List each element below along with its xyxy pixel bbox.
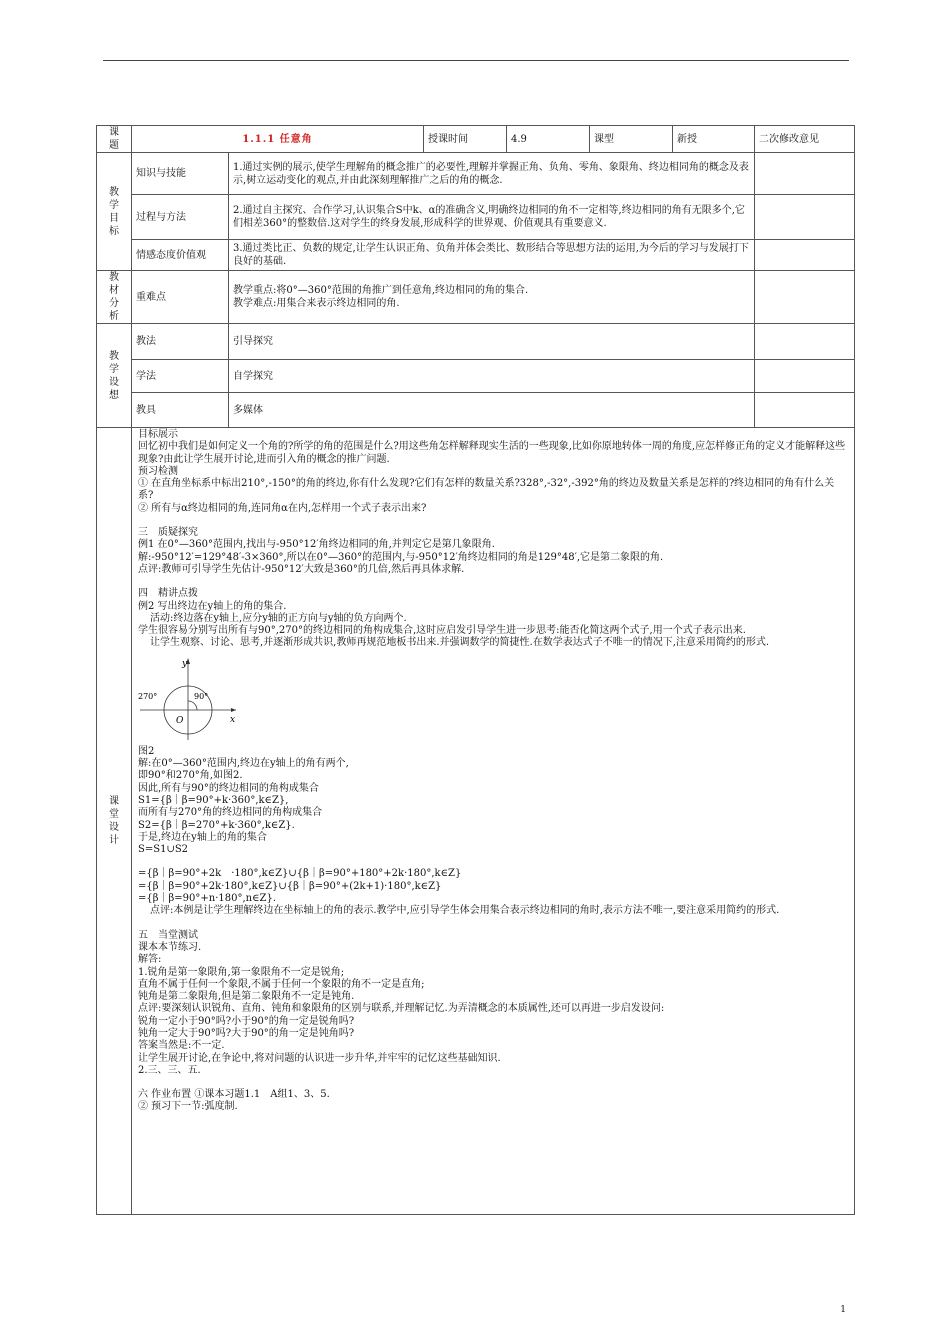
- revision-cell: [755, 240, 855, 271]
- classroom-row: [97, 428, 855, 1215]
- formula: ={β｜β=90°+2k ·180°,k∈Z}∪{β｜β=90°+180°+2k·180°,k∈Z}: [138, 868, 462, 880]
- paragraph: ① 在直角坐标系中标出210°,-150°的角的终边,你有什么发现?它们有怎样的数量关系?328°,-32°,-392°角的终边及数量关系是怎样的?终边相同的角有什么关系?: [138, 478, 835, 502]
- section-heading: 六 作业布置 ①课本习题1.1 A组1、3、5.: [138, 1089, 330, 1101]
- paragraph: 答案当然是:不一定.: [138, 1040, 225, 1052]
- classroom-section-label: 课 堂 设 计: [97, 428, 132, 1215]
- section-heading: 预习检测: [138, 465, 178, 477]
- paragraph: 回忆初中我们是如何定义一个角的?所学的角的范围是什么?用这些角怎样解释现实生活的一些现象,比如你原地转体一周的角度,应怎样修正角的定义才能解释这些现象?由此让学生展开讨论,进而引入角的概念的推广问题.: [138, 441, 846, 465]
- header-rule: [103, 60, 849, 61]
- goal-label: 过程与方法: [132, 195, 229, 240]
- revision-cell: [755, 153, 855, 195]
- analysis-section-label: 教 材 分 析: [97, 271, 132, 324]
- design-label: 教具: [132, 393, 229, 428]
- revision-cell: [755, 195, 855, 240]
- paragraph: 例2 写出终边在y轴上的角的集合.: [138, 600, 287, 612]
- revision-cell: [755, 271, 855, 324]
- type-label: 课型: [590, 126, 673, 153]
- section-heading: 三 质疑探究: [138, 527, 198, 539]
- paragraph: ② 预习下一节:弧度制.: [138, 1101, 238, 1113]
- formula: S2={β｜β=270°+k·360°,k∈Z}.: [138, 819, 295, 831]
- paragraph: 点评:本例是让学生理解终边在坐标轴上的角的表示.教学中,应引导学生体会用集合表示终边相同的角时,表示方法不唯一,要注意采用简约的形式.: [150, 905, 780, 917]
- paragraph: 即90°和270°角,如图2.: [138, 770, 243, 782]
- paragraph: 例1 在0°—360°范围内,找出与-950°12′角终边相同的角,并判定它是第几象限角.: [138, 539, 495, 551]
- y-axis-label: y: [182, 658, 188, 669]
- title-row: [97, 126, 855, 153]
- paragraph: 钝角是第二象限角,但是第二象限角不一定是钝角.: [138, 991, 355, 1003]
- design-row: [97, 393, 855, 428]
- paragraph: 解:-950°12′=129°48′-3×360°,所以在0°—360°的范围内,与-950°12′角终边相同的角是129°48′,它是第二象限的角.: [138, 551, 664, 563]
- section-heading: 四 精讲点拨: [138, 588, 198, 600]
- paragraph: 让学生观察、讨论、思考,并逐渐形成共识,教师再规范地板书出来.并强调数学的简捷性.在数学表达式子不唯一的情况下,注意采用简约的形式.: [150, 637, 770, 649]
- design-label: 教法: [132, 324, 229, 360]
- formula: ={β｜β=90°+2k·180°,k∈Z}∪{β｜β=90°+(2k+1)·180°,k∈Z}: [138, 880, 442, 892]
- figure-caption: 图2: [138, 745, 155, 757]
- x-axis-label: x: [230, 714, 236, 725]
- lesson-plan-table: [96, 125, 855, 1215]
- design-row: [97, 324, 855, 360]
- paragraph: 锐角一定小于90°吗?小于90°的角一定是锐角吗?: [138, 1015, 355, 1027]
- section-heading: 目标展示: [138, 429, 178, 440]
- paragraph: 2.三、三、五.: [138, 1064, 201, 1076]
- time-label: 授课时间: [424, 126, 507, 153]
- paragraph: 让学生展开讨论,在争论中,将对问题的认识进一步升华,并牢牢的记忆这些基础知识.: [138, 1052, 501, 1064]
- section-heading: 五 当堂测试: [138, 929, 198, 941]
- goal-label: 情感态度价值观: [132, 240, 229, 271]
- paragraph: 解:在0°—360°范围内,终边在y轴上的角有两个,: [138, 758, 349, 770]
- design-row: [97, 360, 855, 393]
- design-value: 自学探究: [229, 360, 755, 393]
- analysis-text: [229, 271, 755, 324]
- paragraph: 解答:: [138, 954, 162, 966]
- paragraph: 学生很容易分别写出所有与90°,270°的终边相同的角构成集合,这时应启发引导学生进一步思考:能否化简这两个式子,用一个式子表示出来.: [138, 625, 746, 637]
- paragraph: 课本本节练习.: [138, 941, 202, 953]
- paragraph: ② 所有与α终边相同的角,连同角α在内,怎样用一个式子表示出来?: [138, 502, 427, 514]
- formula: S1={β｜β=90°+k·360°,k∈Z},: [138, 794, 289, 806]
- paragraph: 点评:要深刻认识锐角、直角、钝角和象限角的区别与联系,并理解记忆.为弄清概念的本质属性,还可以再进一步启发设问:: [138, 1003, 665, 1015]
- x-arrow: [231, 708, 236, 712]
- angle-90-label: 90°: [194, 691, 209, 701]
- paragraph: 而所有与270°角的终边相同的角构成集合: [138, 807, 323, 819]
- goal-row-attitude: [97, 240, 855, 271]
- design-label: 学法: [132, 360, 229, 393]
- time-value: 4.9: [507, 126, 590, 153]
- page-number: 1: [840, 1305, 846, 1315]
- figure-2: [138, 654, 238, 742]
- paragraph: 点评:教师可引导学生先估计-950°12′大致是360°的几倍,然后再具体求解.: [138, 563, 465, 575]
- goals-section-label: 教 学 目 标: [97, 153, 132, 271]
- axis-diagram: [138, 654, 238, 742]
- topic-label: 课 题: [97, 126, 132, 153]
- design-value: 多媒体: [229, 393, 755, 428]
- paragraph: 于是,终边在y轴上的角的集合: [138, 831, 267, 843]
- goal-row-knowledge: [97, 153, 855, 195]
- origin-label: O: [176, 715, 184, 726]
- formula: S=S1∪S2: [138, 844, 189, 856]
- angle-90-arc: [188, 701, 197, 710]
- paragraph: 直角不属于任何一个象限,不属于任何一个象限的角不一定是直角;: [138, 978, 425, 990]
- analysis-label: 重难点: [132, 271, 229, 324]
- goal-row-process: [97, 195, 855, 240]
- goal-label: 知识与技能: [132, 153, 229, 195]
- difficult-point: 教学难点:用集合来表示终边相同的角.: [233, 298, 400, 309]
- design-value: 引导探究: [229, 324, 755, 360]
- paragraph: 钝角一定大于90°吗?大于90°的角一定是钝角吗?: [138, 1027, 355, 1039]
- formula: ={β｜β=90°+n·180°,n∈Z}.: [138, 893, 277, 905]
- revision-cell: [755, 360, 855, 393]
- key-point: 教学重点:将0°—360°范围的角推广到任意角,终边相同的角的集合.: [233, 285, 529, 296]
- analysis-row: [97, 271, 855, 324]
- goal-text: 3.通过类比正、负数的规定,让学生认识正角、负角并体会类比、数形结合等思想方法的运用,为今后的学习与发展打下良好的基础.: [229, 240, 755, 271]
- paragraph: 活动:终边落在y轴上,应分y轴的正方向与y轴的负方向两个.: [150, 612, 407, 624]
- paragraph: 1.锐角是第一象限角,第一象限角不一定是锐角;: [138, 966, 345, 978]
- classroom-content: [132, 428, 855, 1215]
- goal-text: 2.通过自主探究、合作学习,认识集合S中k、α的准确含义,明确终边相同的角不一定相等,终边相同的角有无限多个,它们相差360°的整数倍.这对学生的终身发展,形成科学的世界观、价值观具有重要意义.: [229, 195, 755, 240]
- goal-text: 1.通过实例的展示,使学生理解角的概念推广的必要性,理解并掌握正角、负角、零角、象限角、终边相同角的概念及表示,树立运动变化的观点,并由此深刻理解推广之后的角的概念.: [229, 153, 755, 195]
- angle-270-label: 270°: [138, 691, 158, 701]
- lesson-title: 1.1.1 任意角: [132, 126, 424, 153]
- design-section-label: 教 学 设 想: [97, 324, 132, 428]
- revision-cell: [755, 324, 855, 360]
- type-value: 新授: [673, 126, 755, 153]
- revision-cell: [755, 393, 855, 428]
- paragraph: 因此,所有与90°的终边相同的角构成集合: [138, 782, 319, 794]
- revision-label: 二次修改意见: [755, 126, 855, 153]
